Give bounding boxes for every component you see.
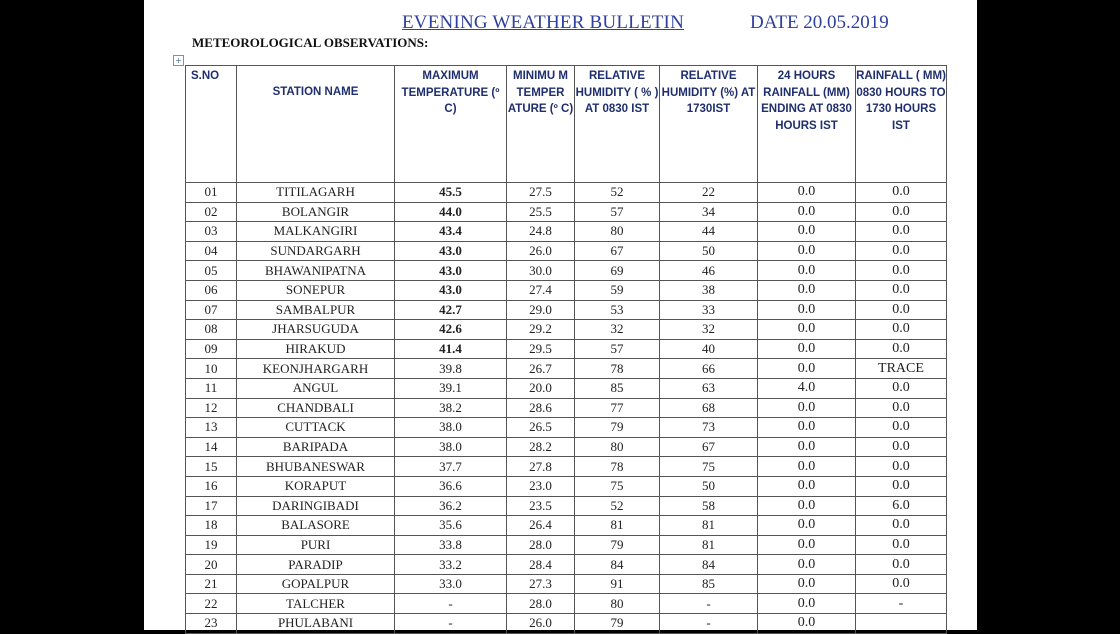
cell-min-temp: 27.5	[507, 183, 575, 203]
cell-station: KEONJHARGARH	[237, 359, 395, 379]
cell-rain-day: 0.0	[856, 378, 947, 398]
cell-rain-24h: 0.0	[758, 496, 856, 516]
cell-station: GOPALPUR	[237, 574, 395, 594]
cell-min-temp: 23.5	[507, 496, 575, 516]
table-row	[186, 183, 947, 203]
table-row	[186, 476, 947, 496]
cell-max-temp: 39.8	[395, 359, 507, 379]
table-row	[186, 222, 947, 242]
cell-rh-0830: 81	[575, 516, 660, 536]
cell-rh-1730: 68	[660, 398, 758, 418]
cell-rain-24h: 0.0	[758, 183, 856, 203]
cell-sno: 13	[186, 418, 237, 438]
cell-rh-1730: 81	[660, 535, 758, 555]
cell-rain-day: 6.0	[856, 496, 947, 516]
cell-max-temp: 36.2	[395, 496, 507, 516]
cell-sno: 01	[186, 183, 237, 203]
cell-min-temp: 20.0	[507, 378, 575, 398]
cell-max-temp: 33.0	[395, 574, 507, 594]
cell-min-temp: 23.0	[507, 476, 575, 496]
table-row	[186, 614, 947, 634]
table-body	[186, 183, 947, 634]
document-page	[144, 0, 977, 630]
cell-station: MALKANGIRI	[237, 222, 395, 242]
cell-sno: 20	[186, 555, 237, 575]
cell-rh-1730: 38	[660, 280, 758, 300]
cell-rain-24h: 0.0	[758, 516, 856, 536]
cell-rh-1730: 63	[660, 378, 758, 398]
cell-rain-day: 0.0	[856, 202, 947, 222]
column-header-rain-day: RAINFALL ( MM) 0830 HOURS TO 1730 HOURS IST	[856, 66, 947, 183]
cell-sno: 17	[186, 496, 237, 516]
cell-rain-24h: 0.0	[758, 418, 856, 438]
table-row	[186, 437, 947, 457]
cell-rain-day: 0.0	[856, 555, 947, 575]
cell-max-temp: 41.4	[395, 339, 507, 359]
cell-rh-1730: 81	[660, 516, 758, 536]
cell-rh-0830: 80	[575, 222, 660, 242]
cell-min-temp: 27.8	[507, 457, 575, 477]
cell-station: DARINGIBADI	[237, 496, 395, 516]
cell-station: HIRAKUD	[237, 339, 395, 359]
cell-station: SAMBALPUR	[237, 300, 395, 320]
table-row	[186, 241, 947, 261]
cell-rain-day: 0.0	[856, 437, 947, 457]
cell-rain-day: 0.0	[856, 339, 947, 359]
cell-rain-day	[856, 614, 947, 634]
table-row	[186, 378, 947, 398]
cell-max-temp: 38.0	[395, 437, 507, 457]
cell-rh-1730: 44	[660, 222, 758, 242]
cell-station: BOLANGIR	[237, 202, 395, 222]
cell-min-temp: 28.6	[507, 398, 575, 418]
cell-rh-0830: 80	[575, 594, 660, 614]
cell-sno: 09	[186, 339, 237, 359]
table-row	[186, 398, 947, 418]
cell-rain-day: 0.0	[856, 535, 947, 555]
cell-rain-24h: 0.0	[758, 261, 856, 281]
table-row	[186, 280, 947, 300]
cell-max-temp: 38.2	[395, 398, 507, 418]
cell-rh-0830: 69	[575, 261, 660, 281]
cell-rain-day: -	[856, 594, 947, 614]
cell-rh-1730: 34	[660, 202, 758, 222]
cell-sno: 05	[186, 261, 237, 281]
cell-sno: 12	[186, 398, 237, 418]
table-row	[186, 535, 947, 555]
cell-station: JHARSUGUDA	[237, 320, 395, 340]
cell-rh-1730: -	[660, 594, 758, 614]
column-header-min-temp: MINIMU M TEMPER ATURE (º C)	[507, 66, 575, 183]
cell-max-temp: 35.6	[395, 516, 507, 536]
cell-min-temp: 29.0	[507, 300, 575, 320]
cell-rain-24h: 0.0	[758, 535, 856, 555]
cell-min-temp: 25.5	[507, 202, 575, 222]
cell-rain-day: 0.0	[856, 222, 947, 242]
table-row	[186, 574, 947, 594]
cell-rh-0830: 79	[575, 418, 660, 438]
cell-rh-1730: 50	[660, 476, 758, 496]
table-row	[186, 359, 947, 379]
cell-rain-day: 0.0	[856, 476, 947, 496]
cell-rh-0830: 52	[575, 183, 660, 203]
cell-min-temp: 29.2	[507, 320, 575, 340]
cell-rain-day: 0.0	[856, 183, 947, 203]
cell-rh-1730: -	[660, 614, 758, 634]
cell-rh-0830: 79	[575, 614, 660, 634]
column-header-rh-0830: RELATIVE HUMIDITY ( % ) AT 0830 IST	[575, 66, 660, 183]
cell-min-temp: 28.0	[507, 594, 575, 614]
bulletin-date: DATE 20.05.2019	[750, 12, 889, 33]
cell-sno: 16	[186, 476, 237, 496]
cell-sno: 21	[186, 574, 237, 594]
cell-rain-24h: 0.0	[758, 614, 856, 634]
cell-min-temp: 27.3	[507, 574, 575, 594]
table-row	[186, 516, 947, 536]
cell-rain-24h: 0.0	[758, 280, 856, 300]
cell-rh-0830: 85	[575, 378, 660, 398]
cell-station: CUTTACK	[237, 418, 395, 438]
cell-max-temp: 43.0	[395, 280, 507, 300]
cell-rh-0830: 75	[575, 476, 660, 496]
cell-station: KORAPUT	[237, 476, 395, 496]
cell-min-temp: 26.5	[507, 418, 575, 438]
cell-rain-day: 0.0	[856, 574, 947, 594]
cell-rain-24h: 0.0	[758, 555, 856, 575]
cell-station: BHUBANESWAR	[237, 457, 395, 477]
cell-rh-1730: 85	[660, 574, 758, 594]
cell-min-temp: 26.0	[507, 241, 575, 261]
cell-rain-day: 0.0	[856, 418, 947, 438]
cell-rain-24h: 0.0	[758, 241, 856, 261]
cell-rain-day: 0.0	[856, 320, 947, 340]
cell-rh-0830: 77	[575, 398, 660, 418]
cell-rh-0830: 67	[575, 241, 660, 261]
cell-sno: 14	[186, 437, 237, 457]
cell-rh-0830: 79	[575, 535, 660, 555]
cell-rain-day: 0.0	[856, 516, 947, 536]
cell-rain-day: 0.0	[856, 241, 947, 261]
cell-station: BARIPADA	[237, 437, 395, 457]
cell-sno: 10	[186, 359, 237, 379]
section-subtitle: METEOROLOGICAL OBSERVATIONS:	[192, 35, 429, 50]
cell-rain-day: 0.0	[856, 280, 947, 300]
cell-rain-24h: 0.0	[758, 339, 856, 359]
cell-rh-1730: 66	[660, 359, 758, 379]
cell-rh-0830: 52	[575, 496, 660, 516]
cell-sno: 22	[186, 594, 237, 614]
cell-max-temp: 44.0	[395, 202, 507, 222]
cell-rh-1730: 67	[660, 437, 758, 457]
cell-min-temp: 24.8	[507, 222, 575, 242]
table-row	[186, 202, 947, 222]
cell-sno: 23	[186, 614, 237, 634]
cell-max-temp: 36.6	[395, 476, 507, 496]
column-header-station: STATION NAME	[237, 66, 395, 183]
cell-sno: 08	[186, 320, 237, 340]
column-header-rain-24h: 24 HOURS RAINFALL (MM) ENDING AT 0830 HOURS IST	[758, 66, 856, 183]
cell-rain-24h: 0.0	[758, 574, 856, 594]
cell-rain-24h: 0.0	[758, 359, 856, 379]
cell-rh-1730: 22	[660, 183, 758, 203]
cell-max-temp: -	[395, 594, 507, 614]
table-row	[186, 320, 947, 340]
cell-sno: 04	[186, 241, 237, 261]
cell-max-temp: 33.2	[395, 555, 507, 575]
cell-rh-0830: 32	[575, 320, 660, 340]
cell-sno: 07	[186, 300, 237, 320]
cell-station: CHANDBALI	[237, 398, 395, 418]
table-row	[186, 594, 947, 614]
cell-rain-24h: 0.0	[758, 222, 856, 242]
cell-station: SUNDARGARH	[237, 241, 395, 261]
cell-station: BALASORE	[237, 516, 395, 536]
cell-rain-24h: 4.0	[758, 378, 856, 398]
cell-station: TALCHER	[237, 594, 395, 614]
cell-min-temp: 28.2	[507, 437, 575, 457]
cell-max-temp: 45.5	[395, 183, 507, 203]
cell-min-temp: 28.4	[507, 555, 575, 575]
cell-rh-0830: 78	[575, 359, 660, 379]
cell-rain-24h: 0.0	[758, 476, 856, 496]
cell-station: ANGUL	[237, 378, 395, 398]
cell-min-temp: 27.4	[507, 280, 575, 300]
cell-max-temp: 37.7	[395, 457, 507, 477]
cell-rain-24h: 0.0	[758, 437, 856, 457]
cell-min-temp: 26.4	[507, 516, 575, 536]
cell-rh-1730: 40	[660, 339, 758, 359]
cell-rh-1730: 75	[660, 457, 758, 477]
cell-rh-1730: 73	[660, 418, 758, 438]
cell-min-temp: 26.7	[507, 359, 575, 379]
cell-rain-24h: 0.0	[758, 594, 856, 614]
cell-max-temp: -	[395, 614, 507, 634]
cell-rh-1730: 46	[660, 261, 758, 281]
cell-rh-1730: 58	[660, 496, 758, 516]
cell-max-temp: 38.0	[395, 418, 507, 438]
cell-station: PHULABANI	[237, 614, 395, 634]
cell-sno: 06	[186, 280, 237, 300]
cell-min-temp: 30.0	[507, 261, 575, 281]
cell-rh-0830: 59	[575, 280, 660, 300]
cell-rh-1730: 33	[660, 300, 758, 320]
cell-rh-0830: 84	[575, 555, 660, 575]
cell-rh-0830: 57	[575, 202, 660, 222]
cell-rain-day: 0.0	[856, 457, 947, 477]
cell-max-temp: 42.7	[395, 300, 507, 320]
cell-rh-0830: 53	[575, 300, 660, 320]
cell-min-temp: 28.0	[507, 535, 575, 555]
cell-sno: 19	[186, 535, 237, 555]
cell-sno: 15	[186, 457, 237, 477]
cell-sno: 11	[186, 378, 237, 398]
table-row	[186, 496, 947, 516]
cell-rh-0830: 78	[575, 457, 660, 477]
cell-rain-24h: 0.0	[758, 300, 856, 320]
cell-station: TITILAGARH	[237, 183, 395, 203]
cell-max-temp: 42.6	[395, 320, 507, 340]
table-row	[186, 300, 947, 320]
cell-max-temp: 43.4	[395, 222, 507, 242]
table-row	[186, 261, 947, 281]
cell-station: SONEPUR	[237, 280, 395, 300]
cell-station: BHAWANIPATNA	[237, 261, 395, 281]
cell-rh-0830: 91	[575, 574, 660, 594]
cell-min-temp: 29.5	[507, 339, 575, 359]
cell-station: PARADIP	[237, 555, 395, 575]
cell-rh-1730: 50	[660, 241, 758, 261]
cell-rain-day: 0.0	[856, 398, 947, 418]
cell-rain-24h: 0.0	[758, 320, 856, 340]
cell-rh-0830: 57	[575, 339, 660, 359]
table-header-row	[186, 66, 947, 183]
cell-min-temp: 26.0	[507, 614, 575, 634]
table-row	[186, 457, 947, 477]
cell-rain-day: TRACE	[856, 359, 947, 379]
bulletin-title: EVENING WEATHER BULLETIN	[402, 12, 685, 33]
cell-rain-24h: 0.0	[758, 457, 856, 477]
cell-sno: 03	[186, 222, 237, 242]
cell-rain-24h: 0.0	[758, 398, 856, 418]
column-header-sno: S.NO	[186, 66, 237, 183]
cell-rain-24h: 0.0	[758, 202, 856, 222]
weather-table	[185, 65, 947, 634]
column-header-max-temp: MAXIMUM TEMPERATURE (º C)	[395, 66, 507, 183]
cell-max-temp: 43.0	[395, 261, 507, 281]
table-row	[186, 418, 947, 438]
cell-rh-0830: 80	[575, 437, 660, 457]
cell-rain-day: 0.0	[856, 261, 947, 281]
cell-max-temp: 43.0	[395, 241, 507, 261]
table-row	[186, 555, 947, 575]
cell-sno: 02	[186, 202, 237, 222]
cell-sno: 18	[186, 516, 237, 536]
table-row	[186, 339, 947, 359]
cell-max-temp: 39.1	[395, 378, 507, 398]
column-header-rh-1730: RELATIVE HUMIDITY (%) AT 1730IST	[660, 66, 758, 183]
cell-rain-day: 0.0	[856, 300, 947, 320]
cell-max-temp: 33.8	[395, 535, 507, 555]
cell-rh-1730: 84	[660, 555, 758, 575]
table-move-handle-icon[interactable]: +	[173, 55, 184, 66]
cell-station: PURI	[237, 535, 395, 555]
cell-rh-1730: 32	[660, 320, 758, 340]
